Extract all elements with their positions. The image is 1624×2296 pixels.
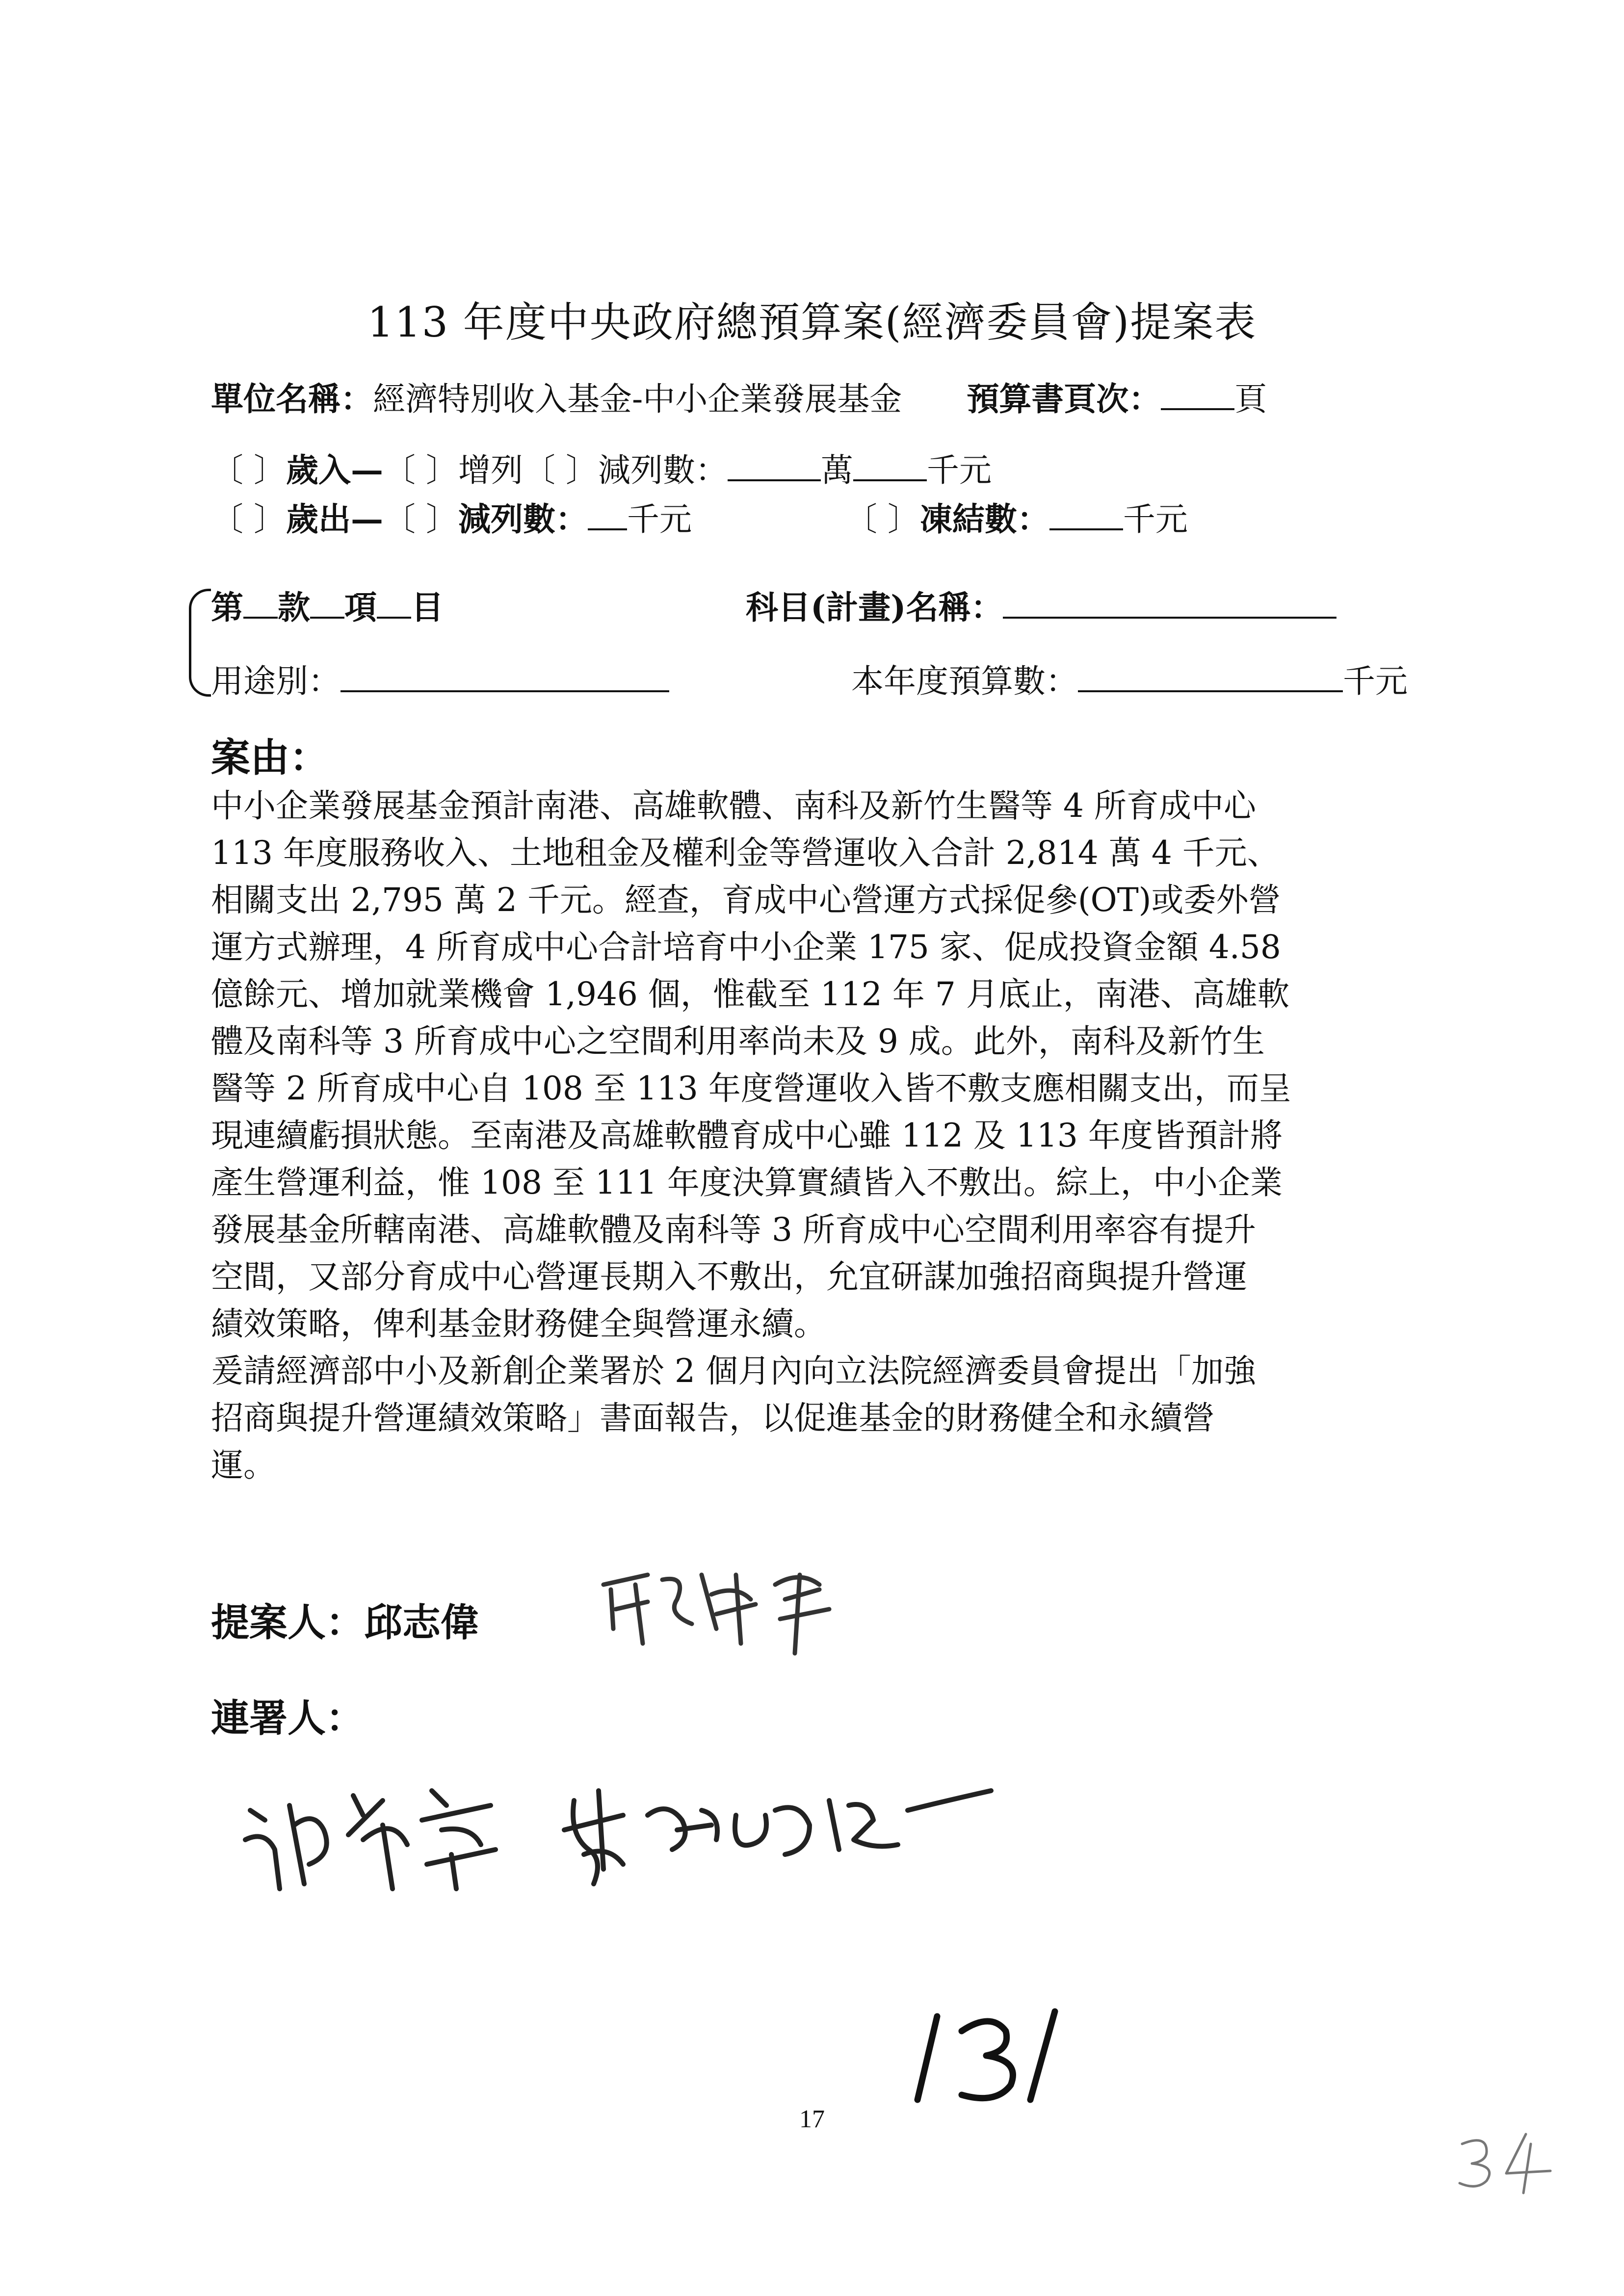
reason-line: 現連續虧損狀態。至南港及高雄軟體育成中心雖 112 及 113 年度皆預計將: [211, 1117, 1283, 1154]
qian-blank: [853, 454, 927, 481]
reason-line: 招商與提升營運績效策略」書面報告，以促進基金的財務健全和永續營: [211, 1399, 1215, 1437]
expense-decrease-checkbox: 〔 〕: [383, 500, 458, 538]
qian-unit: 千元: [926, 451, 992, 489]
cosigner-signature-2: [554, 1771, 1006, 1894]
handwritten-number: [908, 2002, 1104, 2110]
usage-row: [211, 655, 669, 702]
reason-line: 績效策略，俾利基金財務健全與營運永續。: [211, 1305, 826, 1343]
reason-line: 運方式辦理，4 所育成中心合計培育中小企業 175 家、促成投資金額 4.58: [211, 928, 1281, 966]
unit-label: 單位名稱：: [211, 380, 373, 418]
reason-line: 體及南科等 3 所育成中心之空間利用率尚未及 9 成。此外，南科及新竹生: [211, 1022, 1265, 1060]
mu-blank: [377, 591, 411, 619]
subject-row: [746, 581, 1336, 628]
proposer-name: 邱志偉: [364, 1600, 479, 1645]
budget-suffix: 千元: [1343, 662, 1408, 700]
usage-label: 用途別：: [211, 662, 341, 700]
revenue-label: 歲入—: [286, 451, 383, 489]
revenue-checkbox: 〔 〕: [211, 451, 286, 489]
reason-line: 113 年度服務收入、土地租金及權利金等營運收入合計 2,814 萬 4 千元、: [211, 834, 1280, 872]
xiang-blank: [310, 591, 344, 619]
reason-line: 相關支出 2,795 萬 2 千元。經查，育成中心營運方式採促參(OT)或委外營: [211, 881, 1281, 919]
cosigner-label: 連署人：: [211, 1696, 365, 1741]
expense-decrease-label: 減列數：: [458, 500, 588, 538]
page-number: 17: [799, 2105, 825, 2133]
expense-checkbox: 〔 〕: [211, 500, 286, 538]
kuan-blank: [243, 591, 278, 619]
freeze-blank: [1049, 503, 1123, 530]
subject-blank: [1003, 591, 1336, 619]
increase-checkbox: 〔 〕: [383, 451, 458, 489]
item-row: [211, 581, 444, 628]
increase-label: 增列: [458, 451, 523, 489]
proposer-row: [211, 1592, 479, 1647]
proposer-label: 提案人：: [211, 1600, 365, 1645]
reason-line: 產生營運利益，惟 108 至 111 年度決算實績皆入不敷出。綜上，中小企業: [211, 1164, 1283, 1201]
xiang-label: 項: [344, 588, 377, 626]
reason-body: [211, 783, 1447, 1489]
freeze-unit: 千元: [1123, 500, 1188, 538]
revenue-row: [211, 444, 992, 491]
reason-line: 運。: [211, 1446, 276, 1484]
form-title: 113 年度中央政府總預算案(經濟委員會)提案表: [367, 298, 1257, 346]
budget-label: 本年度預算數：: [851, 662, 1078, 700]
page-label: 預算書頁次：: [967, 380, 1161, 418]
wan-blank: [728, 454, 821, 481]
proposer-signature: [589, 1555, 844, 1663]
reason-line: 中小企業發展基金預計南港、高雄軟體、南科及新竹生醫等 4 所育成中心: [211, 787, 1256, 825]
unit-row: [211, 373, 1267, 419]
page-blank: [1161, 383, 1234, 410]
cosigner-signature-1: [236, 1766, 510, 1904]
freeze-checkbox: 〔 〕: [844, 500, 920, 538]
decrease-checkbox: 〔 〕: [523, 451, 598, 489]
freeze-label: 凍結數：: [919, 500, 1049, 538]
expense-decrease-unit: 千元: [627, 500, 692, 538]
budget-row: [851, 655, 1408, 702]
budget-blank: [1078, 665, 1343, 692]
page-suffix: 頁: [1234, 380, 1267, 418]
reason-line: 發展基金所轄南港、高雄軟體及南科等 3 所育成中心空間利用率容有提升: [211, 1211, 1256, 1249]
unit-value: 經濟特別收入基金-中小企業發展基金: [373, 380, 902, 418]
kuan-label: 款: [278, 588, 310, 626]
usage-blank: [341, 665, 669, 692]
reason-line: 億餘元、增加就業機會 1,946 個，惟截至 112 年 7 月底止，南港、高雄軟: [211, 975, 1290, 1013]
expense-label: 歲出—: [286, 500, 383, 538]
reason-heading: 案由：: [211, 734, 329, 781]
wan-unit: 萬: [820, 451, 853, 489]
expense-row: [211, 493, 1188, 540]
corner-mark: [1452, 2124, 1560, 2198]
reason-line: 醫等 2 所育成中心自 108 至 113 年度營運收入皆不敷支應相關支出，而呈: [211, 1070, 1291, 1107]
reason-line: 爰請經濟部中小及新創企業署於 2 個月內向立法院經濟委員會提出「加強: [211, 1352, 1256, 1390]
decrease-label: 減列數：: [598, 451, 728, 489]
reason-line: 空間，又部分育成中心營運長期入不敷出，允宜研謀加強招商與提升營運: [211, 1258, 1247, 1296]
expense-decrease-blank: [588, 503, 627, 530]
mu-label: 目: [411, 588, 444, 626]
subject-label: 科目(計畫)名稱：: [746, 588, 1003, 626]
cosigner-row: [211, 1688, 364, 1743]
di-label: 第: [211, 588, 243, 626]
item-bracket: [189, 589, 211, 697]
